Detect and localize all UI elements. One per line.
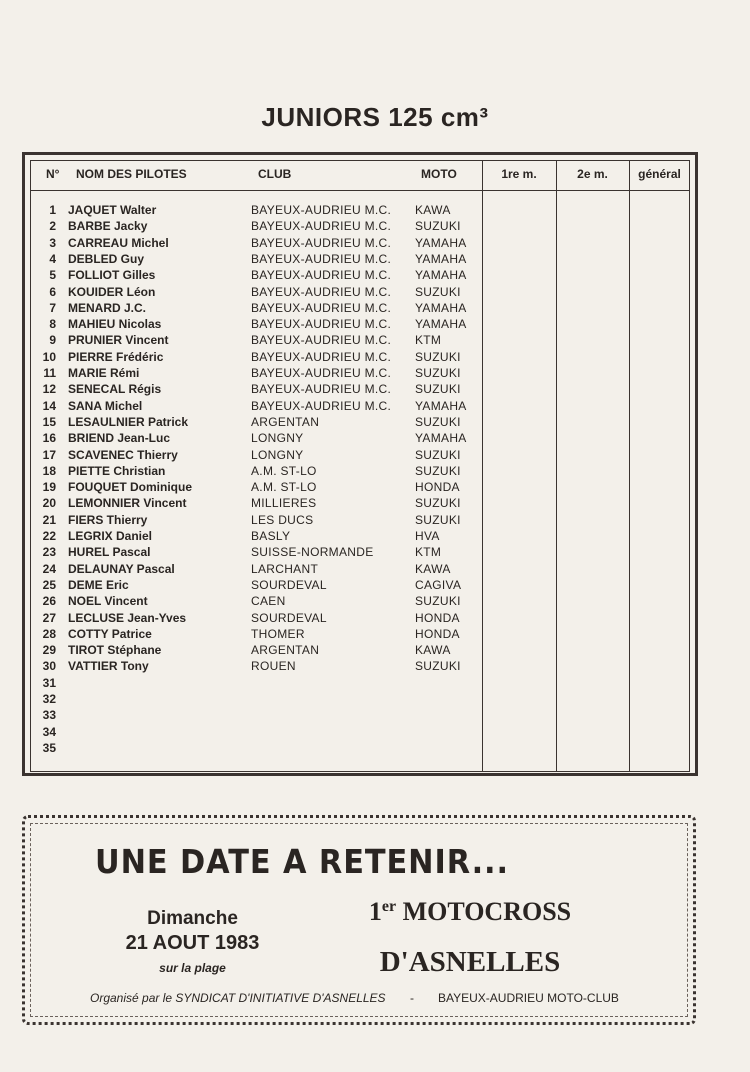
pilot-club: ROUEN [251,659,296,674]
pilot-number: 30 [42,659,56,674]
pilot-name: COTTY Patrice [68,626,152,641]
pilot-club: BAYEUX-AUDRIEU M.C. [251,203,392,217]
pilot-moto: YAMAHA [415,268,467,283]
pilot-moto: YAMAHA [415,235,467,250]
table-row [30,251,490,267]
footer-separator: - [410,991,414,1005]
pilot-club: BAYEUX-AUDRIEU M.C. [251,382,392,397]
pilot-number: 25 [42,577,56,592]
table-row [30,202,490,218]
pilot-name: BARBE Jacky [68,219,148,234]
pilot-club: SUISSE-NORMANDE [251,545,374,560]
pilot-club: LONGNY [251,431,304,446]
pilot-number: 29 [42,643,56,658]
pilot-club: LONGNY [251,447,304,462]
pilot-club: BAYEUX-AUDRIEU M.C. [251,235,392,250]
table-row [30,479,490,495]
pilot-name: LECLUSE Jean-Yves [68,610,187,625]
column-divider [629,160,630,772]
pilot-number: 8 [49,317,56,332]
pilot-moto: SUZUKI [415,447,461,462]
pilot-number: 7 [49,300,56,315]
pilot-name: FOLLIOT Gilles [68,268,156,283]
pilot-name: PIETTE Christian [68,463,166,478]
pilot-name: LEMONNIER Vincent [68,496,187,511]
header-first-round: 1re m. [501,167,537,181]
pilot-name: SCAVENEC Thierry [68,447,178,462]
pilot-club: ARGENTAN [251,643,320,658]
pilot-number: 1 [49,203,56,217]
pilot-name: KOUIDER Léon [68,284,156,299]
pilot-name: CARREAU Michel [68,235,169,250]
pilot-number: 32 [42,692,56,706]
pilot-number: 15 [42,414,56,429]
pilot-name: PRUNIER Vincent [68,333,169,348]
table-row [30,658,490,674]
pilot-club: BAYEUX-AUDRIEU M.C. [251,300,392,315]
pilot-moto: KAWA [415,561,451,576]
pilot-number: 24 [42,561,56,576]
table-row [30,626,490,642]
event-name: MOTOCROSS [402,897,572,926]
pilot-club: A.M. ST-LO [251,463,317,478]
pilot-club: CAEN [251,594,286,609]
pilot-club: BAYEUX-AUDRIEU M.C. [251,219,392,234]
pilot-moto: YAMAHA [415,431,467,446]
pilot-number: 27 [42,610,56,625]
pilot-club: LES DUCS [251,512,314,527]
header-number: N° [46,167,60,181]
pilot-number: 31 [42,675,56,690]
table-row [30,691,490,707]
header-divider [30,190,690,191]
table-row [30,218,490,234]
table-row [30,381,490,397]
header-general: général [638,167,681,181]
pilot-club: BAYEUX-AUDRIEU M.C. [251,317,392,332]
table-row [30,430,490,446]
pilot-name: NOEL Vincent [68,594,148,609]
event-ordinal-suffix: er [381,898,397,915]
pilot-moto: YAMAHA [415,300,467,315]
table-row [30,365,490,381]
table-row [30,740,490,756]
pilot-moto: SUZUKI [415,366,461,380]
pilot-name: HUREL Pascal [68,545,151,560]
table-row [30,610,490,626]
pilot-number: 12 [42,382,56,397]
pilot-club: SOURDEVAL [251,577,327,592]
pilot-moto: SUZUKI [415,382,461,397]
header-pilot-name: NOM DES PILOTES [76,167,187,181]
pilot-number: 16 [42,431,56,446]
event-title-line1 [320,897,620,927]
notice-headline: UNE DATE A RETENIR... [95,842,509,881]
pilot-club: A.M. ST-LO [251,480,317,495]
table-row [30,316,490,332]
pilot-name: LESAULNIER Patrick [68,414,189,429]
pilot-name: MARIE Rémi [68,366,140,380]
pilot-number: 20 [42,496,56,511]
pilot-club: BAYEUX-AUDRIEU M.C. [251,366,392,380]
pilot-club: THOMER [251,626,305,641]
table-row [30,495,490,511]
pilot-number: 35 [42,740,56,755]
table-row [30,332,490,348]
pilot-number: 18 [42,463,56,478]
pilot-moto: SUZUKI [415,659,461,674]
pilot-number: 34 [42,724,56,739]
table-row [30,284,490,300]
pilot-name: SENECAL Régis [68,382,162,397]
table-row [30,300,490,316]
pilot-club: BAYEUX-AUDRIEU M.C. [251,333,392,348]
pilot-name: LEGRIX Daniel [68,529,153,543]
pilot-name: DEME Eric [68,577,129,592]
pilot-name: PIERRE Frédéric [68,349,164,364]
table-row [30,707,490,723]
pilot-number: 21 [42,512,56,527]
pilot-name: MAHIEU Nicolas [68,317,162,332]
table-row [30,577,490,593]
pilot-name: FIERS Thierry [68,512,148,527]
header-moto: MOTO [421,167,457,181]
table-row [30,398,490,414]
pilot-number: 23 [42,545,56,560]
pilot-moto: YAMAHA [415,398,467,413]
pilot-moto: HONDA [415,480,460,495]
column-divider [556,160,557,772]
pilot-number: 2 [49,219,56,234]
pilot-number: 33 [42,708,56,723]
pilot-club: BAYEUX-AUDRIEU M.C. [251,251,392,266]
pilot-moto: SUZUKI [415,496,461,511]
pilot-club: BASLY [251,529,291,543]
table-row [30,675,490,691]
pilot-number: 26 [42,594,56,609]
pilot-moto: SUZUKI [415,284,461,299]
table-row [30,593,490,609]
pilot-moto: KAWA [415,203,451,217]
pilot-number: 28 [42,626,56,641]
pilot-moto: KTM [415,333,442,348]
pilot-name: VATTIER Tony [68,659,149,674]
pilot-moto: YAMAHA [415,251,467,266]
pilot-number: 3 [49,235,56,250]
table-row [30,414,490,430]
pilot-number: 19 [42,480,56,495]
pilot-moto: HONDA [415,610,460,625]
table-row [30,724,490,740]
footer-club: BAYEUX-AUDRIEU MOTO-CLUB [438,991,619,1005]
table-row [30,349,490,365]
header-second-round: 2e m. [577,167,608,181]
table-row [30,235,490,251]
pilot-moto: SUZUKI [415,512,461,527]
pilot-moto: SUZUKI [415,349,461,364]
event-ordinal: 1 [368,897,382,926]
pilot-name: MENARD J.C. [68,300,147,315]
pilot-club: LARCHANT [251,561,319,576]
header-club: CLUB [258,167,292,181]
pilot-number: 10 [42,349,56,364]
pilot-club: SOURDEVAL [251,610,327,625]
pilot-number: 9 [49,333,56,348]
pilot-name: JAQUET Walter [68,203,157,217]
pilot-moto: YAMAHA [415,317,467,332]
pilot-number: 11 [43,366,56,380]
pilot-club: MILLIERES [251,496,317,511]
pilot-number: 5 [49,268,56,283]
pilot-moto: SUZUKI [415,594,461,609]
pilot-number: 17 [42,447,56,462]
table-row [30,528,490,544]
pilot-moto: KTM [415,545,442,560]
table-row [30,512,490,528]
pilot-name: FOUQUET Dominique [68,480,192,495]
event-day: Dimanche [147,908,238,929]
pilot-name: DEBLED Guy [68,251,145,266]
table-row [30,267,490,283]
pilot-moto: SUZUKI [415,414,461,429]
pilot-name: BRIEND Jean-Luc [68,431,171,446]
table-row [30,447,490,463]
pilot-moto: CAGIVA [415,577,462,592]
organiser-text: Organisé par le SYNDICAT D'INITIATIVE D'ASNELLES [90,991,386,1005]
event-date: 21 AOUT 1983 [125,932,260,954]
table-row [30,642,490,658]
pilot-moto: HONDA [415,626,460,641]
pilot-club: BAYEUX-AUDRIEU M.C. [251,268,392,283]
pilot-name: SANA Michel [68,398,143,413]
pilot-club: ARGENTAN [251,414,320,429]
event-title-line2: D'ASNELLES [379,946,561,978]
table-row [30,463,490,479]
pilot-name: DELAUNAY Pascal [68,561,175,576]
pilot-club: BAYEUX-AUDRIEU M.C. [251,398,392,413]
pilot-number: 6 [49,284,56,299]
pilot-moto: SUZUKI [415,463,461,478]
table-row [30,561,490,577]
table-row [30,544,490,560]
event-place: sur la plage [159,961,226,975]
pilot-number: 22 [42,529,56,543]
pilot-moto: HVA [415,529,440,543]
pilot-moto: KAWA [415,643,451,658]
page-title: JUNIORS 125 cm³ [261,102,489,132]
pilot-moto: SUZUKI [415,219,461,234]
pilot-number: 14 [42,398,56,413]
pilot-name: TIROT Stéphane [68,643,162,658]
pilot-club: BAYEUX-AUDRIEU M.C. [251,349,392,364]
pilot-number: 4 [49,251,56,266]
pilot-club: BAYEUX-AUDRIEU M.C. [251,284,392,299]
